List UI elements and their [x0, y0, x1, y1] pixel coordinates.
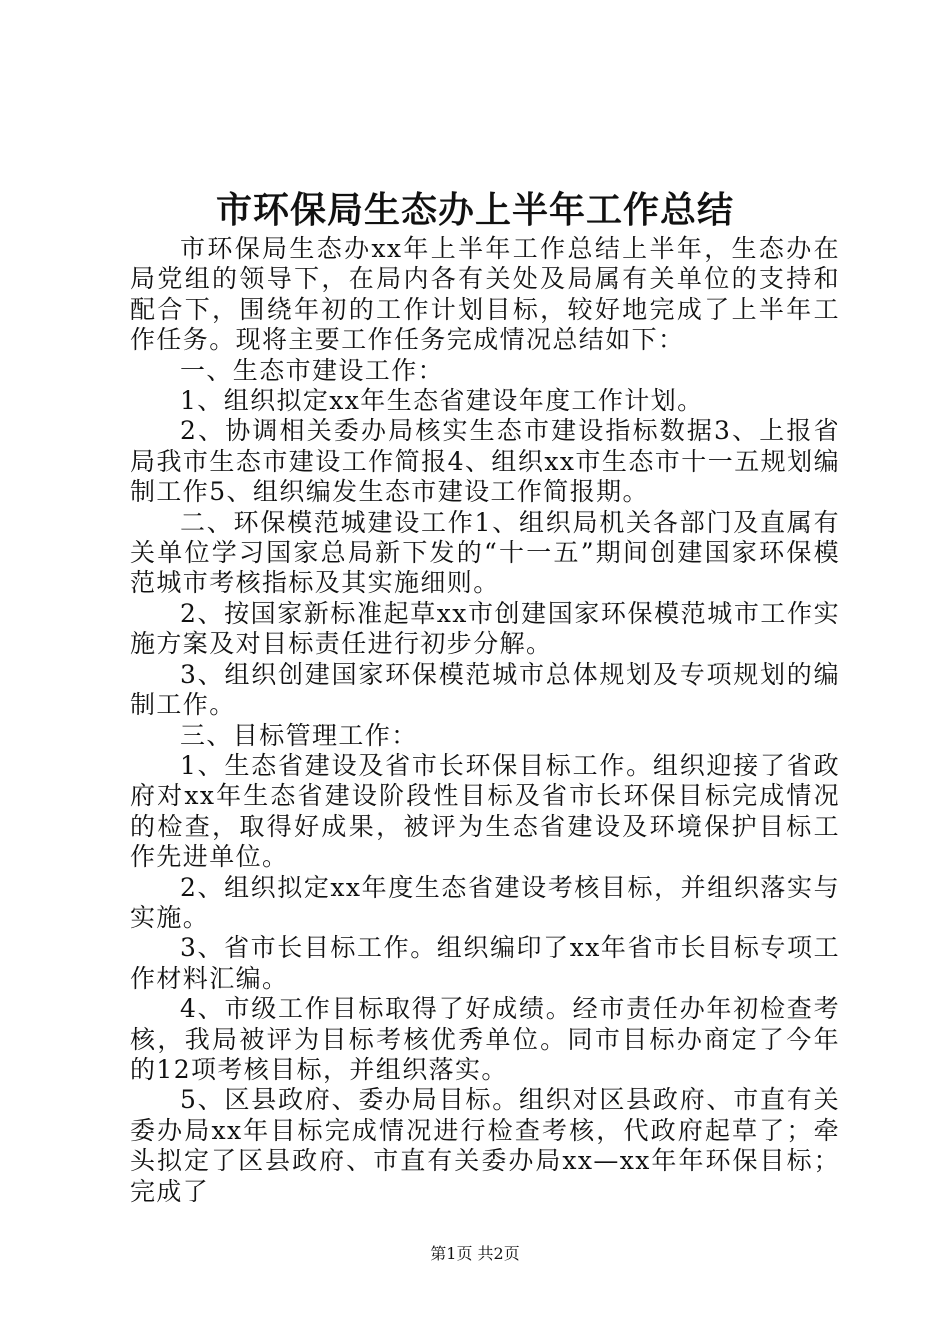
page-number-footer: 第1页 共2页 — [430, 1244, 520, 1263]
paragraph-intro: 市环保局生态办xx年上半年工作总结上半年，生态办在局党组的领导下，在局内各有关处及局属有关单位的支持和配合下，围绕年初的工作计划目标，较好地完成了上半年工作任务。现将主要工作任务完成情况总结如下： — [130, 234, 840, 355]
section-heading-2: 二、环保模范城建设工作1、组织局机关各部门及直属有关单位学习国家总局新下发的“十一五”期间创建国家环保模范城市考核指标及其实施细则。 — [130, 507, 840, 598]
paragraph: 2、协调相关委办局核实生态市建设指标数据3、上报省局我市生态市建设工作简报4、组织xx市生态市十一五规划编制工作5、组织编发生态市建设工作简报期。 — [130, 416, 840, 507]
document-body — [130, 234, 840, 1207]
paragraph: 3、组织创建国家环保模范城市总体规划及专项规划的编制工作。 — [130, 659, 840, 720]
paragraph: 2、按国家新标准起草xx市创建国家环保模范城市工作实施方案及对目标责任进行初步分解。 — [130, 598, 840, 659]
paragraph: 1、组织拟定xx年生态省建设年度工作计划。 — [180, 386, 704, 416]
section-heading-3: 三、目标管理工作： — [180, 720, 418, 750]
document-title: 市环保局生态办上半年工作总结 — [215, 189, 734, 231]
paragraph: 3、省市长目标工作。组织编印了xx年省市长目标专项工作材料汇编。 — [130, 933, 840, 993]
section-heading-1: 一、生态市建设工作： — [180, 355, 445, 385]
paragraph: 5、区县政府、委办局目标。组织对区县政府、市直有关委办局xx年目标完成情况进行检查考核，代政府起草了；牵头拟定了区县政府、市直有关委办局xx—xx年年环保目标；完成了 — [130, 1085, 840, 1206]
paragraph: 1、生态省建设及省市长环保目标工作。组织迎接了省政府对xx年生态省建设阶段性目标及省市长环保目标完成情况的检查，取得好成果，被评为生态省建设及环境保护目标工作先进单位。 — [130, 750, 840, 872]
paragraph: 4、市级工作目标取得了好成绩。经市责任办年初检查考核，我局被评为目标考核优秀单位。同市目标办商定了今年的12项考核目标，并组织落实。 — [130, 994, 840, 1084]
paragraph: 2、组织拟定xx年度生态省建设考核目标，并组织落实与实施。 — [130, 872, 840, 932]
